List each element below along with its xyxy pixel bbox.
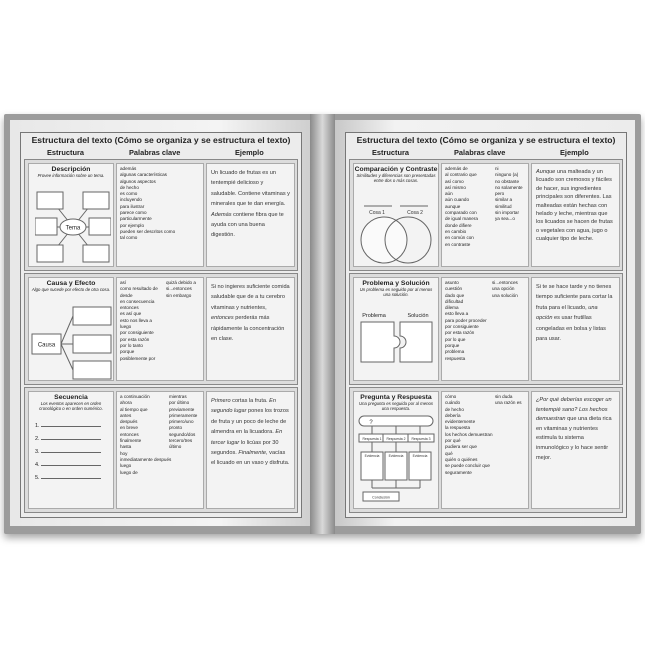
problema-label: Problema xyxy=(362,313,386,319)
effect-box-2 xyxy=(73,335,111,353)
keyword: quién o quiénes xyxy=(445,456,478,462)
pregunta-keywords-b xyxy=(495,394,522,407)
sequence-line-2: 2. xyxy=(35,433,109,446)
keyword: dado que xyxy=(445,292,465,298)
keyword: es así que xyxy=(120,311,142,317)
keyword: además de xyxy=(445,166,468,171)
keyword: qué xyxy=(445,450,453,456)
keyword: respuesta xyxy=(445,355,466,361)
keyword: previamente xyxy=(169,406,195,412)
causa-structure-cell xyxy=(28,277,114,381)
open-book xyxy=(4,114,641,534)
keyword: primero/uno xyxy=(169,419,194,425)
keyword: último xyxy=(169,444,182,450)
keyword: una opción xyxy=(492,286,515,292)
descripcion-example: Un licuado de frutas es un tentempié delicioso y saludable. Contiene vitaminas y minerales que te dan energía. Además contiene fibra que te ayuda con una buena digestión. xyxy=(211,170,290,239)
keyword: algunos aspectos xyxy=(120,178,156,184)
web-box-2 xyxy=(83,192,109,209)
keyword: pudiera ser que xyxy=(445,444,477,450)
keyword: pero xyxy=(495,191,505,197)
keyword: porque xyxy=(445,342,460,348)
evidence-label-3: Evidencia xyxy=(412,454,428,458)
keyword: por esta razón xyxy=(445,330,475,336)
causa-keywords-a xyxy=(120,280,158,362)
cause-label: Causa xyxy=(37,342,56,349)
keyword: en común con xyxy=(445,235,474,241)
effect-box-1 xyxy=(73,307,111,325)
keyword: al tiempo que xyxy=(120,406,148,412)
keyword: como resultado de xyxy=(120,286,158,292)
web-box-6 xyxy=(83,245,109,262)
web-box-1 xyxy=(37,192,63,209)
venn-circle-1 xyxy=(361,217,407,263)
problema-keywords-b xyxy=(492,280,518,299)
keyword: los hechos demuestran xyxy=(445,431,493,437)
keyword: ni xyxy=(495,166,499,171)
web-box-4 xyxy=(89,218,111,235)
keyword: por esta razón xyxy=(120,336,150,342)
keyword: porque xyxy=(120,349,135,355)
comparacion-keywords-a xyxy=(445,166,478,248)
secuencia-keywords-a xyxy=(120,394,171,476)
web-box-3 xyxy=(35,218,57,235)
pregunta-keywords-cell xyxy=(441,391,529,509)
causa-desc: Algo que sucede por efecto de otra cosa. xyxy=(31,287,111,292)
col-head-ejemplo: Ejemplo xyxy=(235,148,264,157)
keyword: comparado con xyxy=(445,210,477,216)
secuencia-numbered-list xyxy=(35,420,109,485)
keyword: por ejemplo xyxy=(120,222,145,228)
keyword: a continuación xyxy=(120,394,150,399)
keyword: parece como xyxy=(120,210,147,216)
answer-label-3: Respuesta 3 xyxy=(411,437,431,441)
keyword: antes xyxy=(120,412,132,418)
keyword: mientras xyxy=(169,394,187,399)
keyword: quizá debido a xyxy=(166,280,196,285)
keyword: aún cuando xyxy=(445,197,470,203)
comparacion-keywords-cell xyxy=(441,163,529,267)
pregunta-structure-cell xyxy=(353,391,439,509)
descripcion-desc: Provee información sobre un tema. xyxy=(37,173,105,178)
keyword: tercero/tres xyxy=(169,438,193,444)
page-title-right: Estructura del texto (Cómo se organiza y se estructura el texto) xyxy=(356,135,616,145)
keyword: para ilustrar xyxy=(120,203,145,209)
keyword: sin embargo xyxy=(166,292,192,298)
evidence-label-2: Evidencia xyxy=(388,454,404,458)
col-head-estructura: Estructura xyxy=(47,148,84,157)
causa-efecto-diagram xyxy=(31,302,113,381)
keyword: asunto xyxy=(445,280,459,285)
keyword: esto lleva a xyxy=(445,311,469,317)
keyword: esto nos lleva a xyxy=(120,317,152,323)
evidence-label-1: Evidencia xyxy=(364,454,380,458)
secuencia-keywords-b xyxy=(169,394,197,451)
effect-box-3 xyxy=(73,361,111,379)
sequence-line-4: 4. xyxy=(35,459,109,472)
keyword: en contraste xyxy=(445,241,471,247)
keyword: problema xyxy=(445,349,465,355)
sequence-line-5: 5. xyxy=(35,472,109,485)
keyword: al contrario que xyxy=(445,172,477,178)
keyword: evidentemente xyxy=(445,419,476,425)
pregunta-title: Pregunta y Respuesta xyxy=(360,394,432,401)
keyword: pronto xyxy=(169,425,183,431)
sequence-line-1: 1. xyxy=(35,420,109,433)
causa-title: Causa y Efecto xyxy=(46,280,96,287)
comparacion-example-cell xyxy=(531,163,620,267)
problema-example-cell xyxy=(531,277,620,381)
keyword: hasta xyxy=(120,444,132,450)
descripcion-structure-cell xyxy=(28,163,114,267)
secuencia-structure-cell xyxy=(28,391,114,509)
keyword: si...entonces xyxy=(166,286,192,292)
problema-desc: Un problema es seguido por al menos una solución. xyxy=(359,287,433,298)
keyword: no obstante xyxy=(495,178,520,184)
keyword: después xyxy=(120,419,138,425)
web-center-label: Tema xyxy=(65,225,81,232)
keyword: primeramente xyxy=(169,412,198,418)
causa-example-cell xyxy=(206,277,295,381)
venn-label-1: Cosa 1 xyxy=(369,210,385,216)
keyword: si...entonces xyxy=(492,280,518,285)
problema-title: Problema y Solución xyxy=(362,280,430,287)
keyword: por lo que xyxy=(445,336,466,342)
keyword: luego de xyxy=(120,469,138,475)
descripcion-example-cell xyxy=(206,163,295,267)
pregunta-desc: Una pregunta es seguida por al menos una respuesta. xyxy=(358,401,434,412)
keyword: para poder proceder xyxy=(445,317,487,323)
keyword: cómo xyxy=(445,394,457,399)
comparacion-structure-cell xyxy=(353,163,439,267)
answer-label-2: Respuesta 2 xyxy=(386,437,406,441)
keyword: posiblemente por xyxy=(120,355,156,361)
problema-keywords-cell xyxy=(441,277,529,381)
keyword: algunas características xyxy=(120,172,167,178)
section-causa-efecto xyxy=(24,273,298,385)
keyword: de hecho xyxy=(120,184,139,190)
keyword: así mismo xyxy=(445,184,466,190)
keyword: tal como xyxy=(120,235,138,241)
secuencia-title: Secuencia xyxy=(54,394,88,401)
section-comparacion xyxy=(349,159,623,271)
keyword: en consecuencia xyxy=(120,298,155,304)
right-page xyxy=(335,120,635,526)
secuencia-example: Primero cortas la fruta. En segundo lugar pones los trozos de fruta y un poco de leche de almendra en la licuadora. En tercer lugar lo licúas por 30 segundos. Finalmente, vacías el licuado en un vaso y disfruta. xyxy=(211,398,290,467)
keyword: es como xyxy=(120,191,138,197)
puzzle-piece-solucion xyxy=(400,322,432,362)
causa-example: Si no ingieres suficiente comida saludable que de a tu cerebro vitaminas y nutrientes, entonces perderás más rápidamente la concentración en clase. xyxy=(211,284,290,343)
keyword: debería xyxy=(445,412,461,418)
keyword: seguramente xyxy=(445,469,472,475)
keyword: luego xyxy=(120,324,132,330)
venn-diagram xyxy=(356,200,436,266)
col-head-ejemplo: Ejemplo xyxy=(560,148,589,157)
left-page xyxy=(10,120,310,526)
keyword: dificultad xyxy=(445,298,464,304)
keyword: una solución xyxy=(492,292,518,298)
keyword: por consiguiente xyxy=(445,324,479,330)
secuencia-desc: Los eventos aparecen en orden cronológico o en orden numérico. xyxy=(39,401,103,412)
problema-structure-cell xyxy=(353,277,439,381)
section-problema-solucion xyxy=(349,273,623,385)
keyword: por consiguiente xyxy=(120,330,154,336)
keyword: cuándo xyxy=(445,400,461,406)
page-title-left: Estructura del texto (Cómo se organiza y se estructura el texto) xyxy=(31,135,291,145)
keyword: así xyxy=(120,280,127,285)
problema-keywords-a xyxy=(445,280,487,362)
descripcion-keywords xyxy=(120,166,175,242)
section-pregunta-respuesta xyxy=(349,387,623,513)
causa-keywords-cell xyxy=(116,277,204,381)
book-gutter xyxy=(310,114,335,534)
pregunta-keywords-a xyxy=(445,394,493,476)
descripcion-web-diagram xyxy=(35,190,111,264)
comparacion-keywords-b xyxy=(495,166,523,223)
keyword: en cambio xyxy=(445,228,467,234)
pregunta-diagram xyxy=(355,414,437,506)
keyword: segundo/dos xyxy=(169,431,196,437)
left-frame xyxy=(20,132,302,518)
venn-label-2: Cosa 2 xyxy=(407,210,423,216)
causa-keywords-b xyxy=(166,280,196,299)
comparacion-title: Comparación y Contraste xyxy=(354,166,438,173)
keyword: similitud xyxy=(495,203,512,209)
secuencia-example-cell xyxy=(206,391,295,509)
pregunta-example-cell xyxy=(531,391,620,509)
keyword: luego xyxy=(120,463,132,469)
right-frame xyxy=(345,132,627,518)
keyword: la respuesta xyxy=(445,425,471,431)
keyword: desde xyxy=(120,292,133,298)
web-box-5 xyxy=(37,245,63,262)
sequence-line-3: 3. xyxy=(35,446,109,459)
keyword: ahora xyxy=(120,400,132,406)
puzzle-piece-problema xyxy=(361,322,400,362)
col-head-estructura: Estructura xyxy=(372,148,409,157)
section-descripcion xyxy=(24,159,298,271)
keyword: dilema xyxy=(445,305,459,311)
keyword: similar a xyxy=(495,197,513,203)
comparacion-desc: Similitudes y diferencias son presentadas entre dos o más cosas. xyxy=(356,173,436,184)
puzzle-diagram xyxy=(356,306,436,380)
keyword: aún xyxy=(445,191,453,197)
keyword: así como xyxy=(445,178,464,184)
keyword: entonces xyxy=(120,305,139,311)
keyword: de hecho xyxy=(445,406,464,412)
keyword: por lo tanto xyxy=(120,342,143,348)
descripcion-keywords-cell xyxy=(116,163,204,267)
keyword: finalmente xyxy=(120,438,142,444)
keyword: donde difiere xyxy=(445,222,472,228)
keyword: particularmente xyxy=(120,216,152,222)
keyword: ya sea...o xyxy=(495,216,515,222)
keyword: no solamente xyxy=(495,184,523,190)
col-head-palabras: Palabras clave xyxy=(129,148,181,157)
keyword: por qué xyxy=(445,438,461,444)
keyword: se puede concluir que xyxy=(445,463,490,469)
keyword: hoy xyxy=(120,450,128,456)
keyword: en breve xyxy=(120,425,138,431)
secuencia-keywords-cell xyxy=(116,391,204,509)
section-secuencia xyxy=(24,387,298,513)
keyword: ninguno (a) xyxy=(495,172,519,178)
keyword: inmediatamente después xyxy=(120,456,172,462)
keyword: cuestión xyxy=(445,286,463,292)
keyword: sin duda xyxy=(495,394,513,399)
keyword: pueden ser descritos como xyxy=(120,228,176,234)
conclusion-label: Conclusión xyxy=(372,495,390,500)
keyword: además xyxy=(120,166,137,171)
comparacion-example: Aunque una malteada y un licuado son cremosos y fáciles de hacer, sus ingredientes principales son diferentes. Las malteadas están hechas con helado y leche, mientras que los licuados se hacen de frutas o vegetales con agua, jugo o cualquier tipo de leche. xyxy=(536,169,613,243)
keyword: una razón es xyxy=(495,400,522,406)
col-head-palabras: Palabras clave xyxy=(454,148,506,157)
keyword: sin importar xyxy=(495,210,519,216)
keyword: incluyendo xyxy=(120,197,142,203)
keyword: aunque xyxy=(445,203,461,209)
problema-example: Si te se hace tarde y no tienes tiempo suficiente para cortar la fruta para el licuado, una opción es usar frutillas congeladas en bolsa y listas para usar. xyxy=(536,284,613,343)
keyword: de igual manera xyxy=(445,216,478,222)
keyword: por último xyxy=(169,400,190,406)
question-mark: ? xyxy=(369,420,373,426)
descripcion-title: Descripción xyxy=(51,166,91,173)
keyword: entonces xyxy=(120,431,139,437)
solucion-label: Solución xyxy=(407,313,429,319)
answer-label-1: Respuesta 1 xyxy=(362,437,382,441)
pregunta-example: ¿Por qué deberías escoger un tentempié sano? Los hechos demuestran que una dieta rica en vitaminas y nutrientes estimula tu sistema inmunológico y lo hace sentir mejor. xyxy=(536,397,612,461)
